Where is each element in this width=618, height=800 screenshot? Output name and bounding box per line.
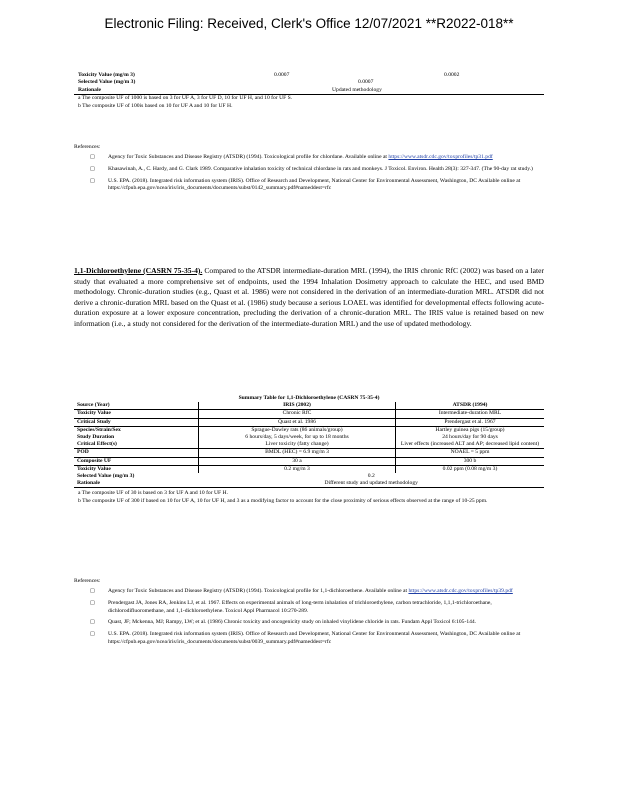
species-iris: Sprague-Dawley rats (86 animals/group): [251, 426, 343, 433]
species-atsdr: Hartley guinea pigs (15/group): [435, 426, 505, 433]
top-table: [74, 72, 544, 110]
study-duration-label: Study Duration: [77, 434, 115, 441]
source-iris: IRIS (2002): [199, 402, 396, 410]
top-toxicity-label: Toxicity Value (mg/m 3): [78, 72, 135, 78]
critical-study-iris: Quast et al. 1986: [199, 418, 396, 426]
top-rationale-text: Updated methodology: [332, 86, 382, 93]
tv-label: Toxicity Value: [74, 465, 199, 473]
top-toxicity-value-2: 0.0002: [444, 72, 460, 78]
bullet-icon: □: [90, 588, 95, 594]
top-selected-label: Selected Value (mg/m 3): [78, 79, 136, 86]
reference-text: Prendergast JA, Jones RA, Jenkins LJ, et al. 1967. Effects on experimental animals of long-term inhalation of trichloroethylene, carbon tetrachloride, 1,1,1-trichloroethane, dichlorodifluoromethane, and 1,1-dichloroethylene. Toxicol Appl Pharmacol 10:270-289.: [108, 599, 492, 614]
reference-text: Agency for Toxic Substances and Disease Registry (ATSDR) (1994). Toxicological profile for chlordane. Available online at: [108, 154, 387, 160]
summary-table-caption: Summary Table for 1,1-Dichloroethylene (CASRN 75-35-4): [238, 395, 380, 401]
reference-item: [74, 588, 544, 596]
bullet-icon: □: [90, 619, 95, 626]
top-toxicity-value-1: 0.0007: [274, 72, 290, 78]
toxicity-atsdr: Intermediate-duration MRL: [438, 410, 502, 417]
summary-footnote-a: a The composite UF of 30 is based on 3 for UF A and 10 for UF H.: [78, 490, 228, 497]
summary-table-wrap: [74, 395, 544, 505]
reference-link[interactable]: https://cfpub.epa.gov/ncea/iris/iris_documents/documents/subst/0142_summary.pdf#nameddest=rfc: [108, 185, 332, 192]
reference-link[interactable]: https://cfpub.epa.gov/ncea/iris/iris_documents/documents/subst/0039_summary.pdf#nameddest=rfc: [108, 638, 332, 645]
bullet-icon: □: [90, 599, 95, 606]
filing-header: Electronic Filing: Received, Clerk's Office 12/07/2021 **R2022-018**: [104, 16, 514, 31]
tv-iris: 0.2 mg/m 3: [199, 465, 396, 473]
bullet-icon: □: [90, 165, 95, 172]
selected-label: Selected Value (mg/m 3): [77, 473, 135, 480]
reference-link[interactable]: https://www.atsdr.cdc.gov/toxprofiles/tp39.pdf: [408, 588, 513, 594]
critical-study-label: Critical Study: [74, 418, 199, 426]
reference-text: U.S. EPA. (2018). Integrated risk information system (IRIS). Office of Research and Development, National Center for Environmental Assessment, Washington, DC Available online at: [108, 631, 521, 638]
reference-item: [74, 154, 544, 162]
section-title: 1,1-Dichloroethylene (CASRN 75-35-4).: [74, 266, 203, 275]
source-label: Source (Year): [74, 402, 199, 410]
reference-text: U.S. EPA. (2018). Integrated risk information system (IRIS). Office of Research and Development, National Center for Environmental Assessment, Washington, DC Available online at: [108, 177, 521, 184]
critical-study-atsdr: Prendergast et al. 1967: [444, 418, 496, 425]
reference-item: [74, 619, 544, 627]
effect-atsdr: Liver effects (increased ALT and AP; decreased lipid content): [400, 441, 540, 448]
toxicity-label: Toxicity Value: [74, 410, 199, 418]
tv-atsdr: 0.02 ppm (0.08 mg/m 3): [442, 465, 498, 472]
source-atsdr: ATSDR (1994): [452, 402, 488, 409]
reference-text: Khasawinah, A., C. Hardy, and G. Clark 1989. Comparative inhalation toxicity of technical chlordane in rats and monkeys. J Toxicol. Environ. Health 28(3): 327-347. (The 90-day rat study.): [108, 165, 533, 172]
top-rationale-label: Rationale: [78, 86, 101, 93]
critical-effect-label: Critical Effect(s): [77, 441, 117, 448]
dichloroethylene-paragraph: [74, 266, 544, 330]
toxicity-iris: Chronic RfC: [199, 410, 396, 418]
reference-text: Quast, JF; Mckenna, MJ; Rampy, LW; et al. (1986) Chronic toxicity and oncogenicity study on inhaled vinylidene chloride in rats. Fundam Appl Toxicol 6:105-144.: [108, 619, 477, 626]
reference-item: [74, 631, 544, 647]
rationale-text: Different study and updated methodology: [324, 480, 418, 487]
top-selected-row: [74, 79, 544, 86]
references-1-heading: References:: [74, 144, 101, 150]
reference-item: [74, 166, 544, 174]
effect-iris: Liver toxicity (fatty change): [265, 441, 329, 448]
top-rationale-row: [74, 87, 544, 95]
references-2-heading: References:: [74, 578, 101, 584]
reference-text: Agency for Toxic Substances and Disease Registry (ATSDR) (1994). Toxicological profile for 1,1-dichloroethene. Available online at: [108, 588, 408, 594]
pod-label: POD: [74, 449, 199, 457]
references-2: [74, 574, 544, 647]
bullet-icon: □: [90, 177, 95, 184]
pod-iris: BMDL (HEC) = 6.9 mg/m 3: [199, 449, 396, 457]
top-toxicity-row: [74, 72, 544, 79]
reference-link[interactable]: https://www.atsdr.cdc.gov/toxprofiles/tp31.pdf: [388, 154, 493, 160]
species-label: Species/Strain/Sex: [77, 426, 121, 433]
paragraph-body: Compared to the ATSDR intermediate-duration MRL (1994), the IRIS chronic RfC (2002) was based on a later study that evaluated a more comprehensive set of endpoints, used the 1994 Inhalation Dosimetry approach to calculate the HEC, and used BMD methodology. Chronic-duration studies (e.g., Quast et al. 1986) were not considered in the derivation of an intermediate-duration MRL. ATSDR did not derive a chronic-duration MRL based on the Quast et al. (1986) study because a serious LOAEL was identified for developmental effects following acute-duration exposure at a lower exposure concentration, precluding the derivation of a chronic-duration MRL. The IRIS value is retained based on new information (i.e., a study not considered for the derivation of the intermediate-duration MRL) and the use of updated methodology.: [74, 266, 544, 328]
reference-item: [74, 600, 544, 616]
bullet-icon: □: [90, 631, 95, 638]
uf-atsdr: 300 b: [463, 457, 477, 464]
duration-atsdr: 24 hours/day for 90 days: [442, 434, 498, 441]
duration-iris: 6 hours/day, 5 days/week, for up to 18 months: [245, 434, 349, 441]
selected-value: 0.2: [367, 473, 375, 480]
rationale-label: Rationale: [77, 480, 100, 487]
references-1: [74, 140, 544, 193]
reference-item: [74, 178, 544, 194]
top-footnote-b: b The composite UF of 100is based on 10 for UF A and 10 for UF H.: [78, 102, 233, 109]
uf-label: Composite UF: [74, 457, 199, 465]
uf-iris: 30 a: [199, 457, 396, 465]
summary-footnote-b: b The composite UF of 300 if based on 10 for UF A, 10 for UF H, and 3 as a modifying factor to account for the close proximity of serious effects observed at the range of 10-25 ppm.: [78, 497, 488, 504]
summary-table: [74, 395, 544, 488]
bullet-icon: □: [90, 154, 95, 160]
pod-atsdr: NOAEL = 5 ppm: [450, 449, 490, 456]
top-selected-value: 0.0007: [358, 79, 374, 86]
top-footnote-a: a The composite UF of 1000 is based on 3 for UF A, 3 for UF D, 10 for UF H, and 10 for UF S.: [78, 95, 293, 102]
